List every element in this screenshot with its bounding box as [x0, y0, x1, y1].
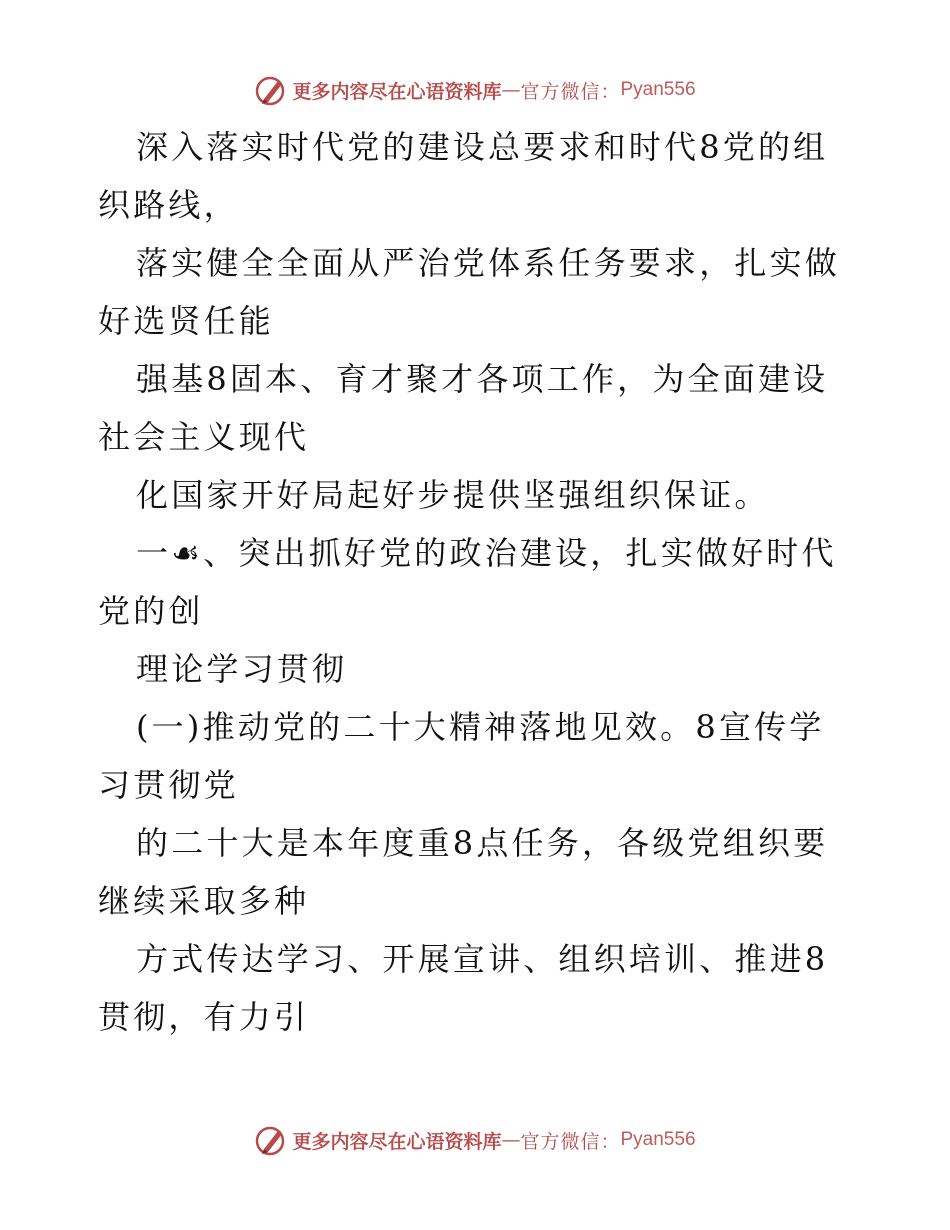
header-wechat-id: Pyan556	[620, 79, 696, 100]
header-wechat-label: 官方微信：	[520, 80, 621, 103]
pen-logo-icon	[254, 1123, 288, 1157]
footer-watermark	[0, 1120, 950, 1160]
paragraph-4: 化国家开好局起好步提供坚强组织保证。	[136, 476, 770, 514]
paragraph-9: 方式传达学习、开展宣讲、组织培训、推进8贯彻，有力引	[98, 940, 829, 1036]
paragraph-5: 一☙、突出抓好党的政治建设，扎实做好时代党的创	[98, 534, 837, 630]
footer-brand-text: 更多内容尽在心语资料库	[292, 1130, 502, 1153]
paragraph-7: (一)推动党的二十大精神落地见效。8宣传学习贯彻党	[98, 708, 825, 804]
paragraph-1: 深入落实时代党的建设总要求和时代8党的组织路线，	[98, 128, 829, 224]
footer-wechat-id: Pyan556	[620, 1129, 696, 1150]
header-brand-text: 更多内容尽在心语资料库	[292, 80, 502, 103]
paragraph-6: 理论学习贯彻	[136, 650, 348, 688]
paragraph-3: 强基8固本、育才聚才各项工作，为全面建设社会主义现代	[98, 360, 829, 456]
footer-dash: —	[501, 1129, 521, 1151]
pen-logo-icon	[254, 73, 288, 107]
paragraph-8: 的二十大是本年度重8点任务，各级党组织要继续采取多种	[98, 824, 829, 920]
paragraph-2: 落实健全全面从严治党体系任务要求，扎实做好选贤任能	[98, 244, 841, 340]
header-dash: —	[501, 79, 521, 101]
document-body	[98, 118, 858, 1046]
header-watermark	[0, 70, 950, 110]
footer-wechat-label: 官方微信：	[520, 1130, 621, 1153]
